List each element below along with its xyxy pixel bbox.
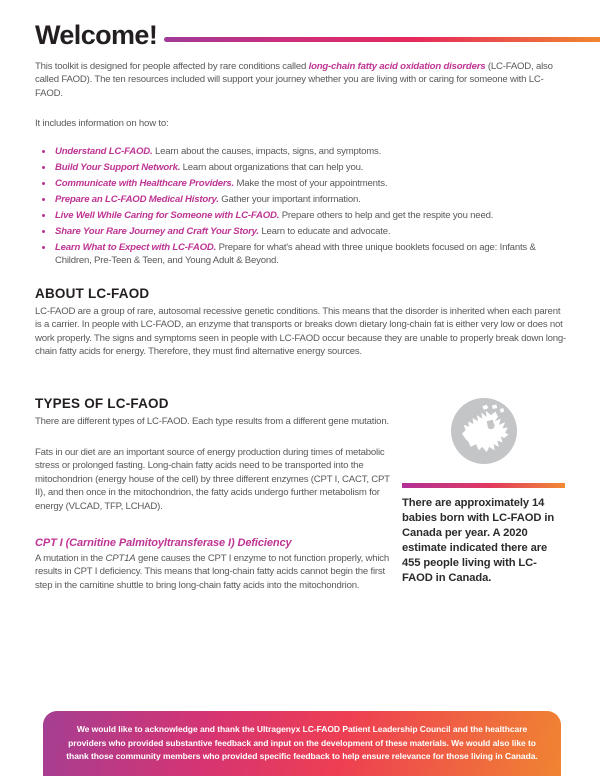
bullet-lead: Build Your Support Network. <box>55 162 181 173</box>
gene-name: CPT1A <box>105 553 136 564</box>
bullet-icon <box>42 230 45 233</box>
page-title: Welcome! <box>35 20 158 50</box>
bullet-lead: Share Your Rare Journey and Craft Your Story. <box>55 226 259 237</box>
bullet-icon <box>42 166 45 169</box>
sidebar-gradient-rule <box>402 483 565 488</box>
intro-paragraph <box>35 60 567 100</box>
list-item <box>35 241 573 268</box>
bullet-icon <box>42 246 45 249</box>
cpt-text-before: A mutation in the <box>35 553 104 564</box>
bullet-lead: Communicate with Healthcare Providers. <box>55 178 235 189</box>
list-item <box>35 225 573 238</box>
bullet-desc: Prepare for what's ahead with three unique booklets focused on age: Infants & Children, Pre-Teen & Teen, and Young Adult & Beyond. <box>55 242 536 267</box>
acknowledgment-text: We would like to acknowledge and thank the Ultragenyx LC-FAOD Patient Leadership Council and the healthcare providers who provided substantive feedback and input on the development of these materials. We would also like to thank those community members who provided specific feedback to help ensure relevance for those living in Canada. <box>66 724 538 761</box>
cpt-text-after: gene causes the CPT I enzyme to not function properly, which results in CPT I deficiency. This means that long-chain fatty acids cannot begin the first step in the carnitine shuttle to bring long-chain fatty acids into the mitochondrion. <box>35 553 390 591</box>
bullet-icon <box>42 150 45 153</box>
bullet-desc: Learn to educate and advocate. <box>261 226 391 237</box>
canada-map-icon <box>451 398 517 464</box>
acknowledgment-banner <box>43 711 561 776</box>
types-paragraph-1: There are different types of LC-FAOD. Each type results from a different gene mutation. <box>35 416 389 427</box>
bullet-lead: Learn What to Expect with LC-FAOD. <box>55 242 217 253</box>
types-heading: TYPES OF LC-FAOD <box>35 396 169 411</box>
sidebar-callout <box>402 398 565 586</box>
list-item <box>35 177 573 190</box>
bullet-desc: Gather your important information. <box>221 194 361 205</box>
intro-text-after: (LC-FAOD, also called FAOD). The ten resources included will support your journey whether you are living with or caring for someone with LC-FAOD. <box>35 61 553 99</box>
list-item <box>35 193 573 206</box>
intro-highlight: long-chain fatty acid oxidation disorders <box>308 61 486 72</box>
bullet-lead: Understand LC-FAOD. <box>55 146 153 157</box>
resource-list <box>35 145 573 270</box>
bullet-icon <box>42 214 45 217</box>
list-item <box>35 145 573 158</box>
list-item <box>35 209 573 222</box>
intro-text-before: This toolkit is designed for people affected by rare conditions called <box>35 61 307 72</box>
cpt-paragraph <box>35 552 397 592</box>
bullet-desc: Prepare others to help and get the respite you need. <box>281 210 494 221</box>
about-heading: ABOUT LC-FAOD <box>35 286 150 301</box>
bullet-lead: Live Well While Caring for Someone with LC-FAOD. <box>55 210 280 221</box>
cpt-deficiency-heading: CPT I (Carnitine Palmitoyltransferase I) Deficiency <box>35 537 292 549</box>
bullet-desc: Learn about the causes, impacts, signs, and symptoms. <box>154 146 382 157</box>
title-gradient-rule <box>164 37 600 42</box>
callout-text: There are approximately 14 babies born with LC-FAOD in Canada per year. A 2020 estimate indicated there are 455 people living with LC-FAOD in Canada. <box>402 497 555 584</box>
list-item <box>35 161 573 174</box>
includes-label: It includes information on how to: <box>35 118 169 129</box>
about-paragraph: LC-FAOD are a group of rare, autosomal recessive genetic conditions. This means that the disorder is inherited when each parent is a carrier. In people with LC-FAOD, an enzyme that transports or breaks down dietary long-chain fat is either very low or does not work properly. The signs and symptoms seen in people with LC-FAOD occur because they are unable to properly break down long-chain fatty acids for energy. Therefore, they must find alternative energy sources. <box>35 306 567 358</box>
bullet-desc: Make the most of your appointments. <box>236 178 388 189</box>
bullet-icon <box>42 182 45 185</box>
types-paragraph-2: Fats in our diet are an important source of energy production during times of metabolic stress or prolonged fasting. Long-chain fatty acids need to be transported into the mitochondrion (energy house of the cell) by three different enzymes (CPT I, CACT, CPT II), and then once in the mitochondrion, the fatty acids undergo further metabolism for energy (VLCAD, TFP, LCHAD). <box>35 447 390 512</box>
bullet-icon <box>42 198 45 201</box>
bullet-lead: Prepare an LC-FAOD Medical History. <box>55 194 219 205</box>
bullet-desc: Learn about organizations that can help you. <box>182 162 364 173</box>
